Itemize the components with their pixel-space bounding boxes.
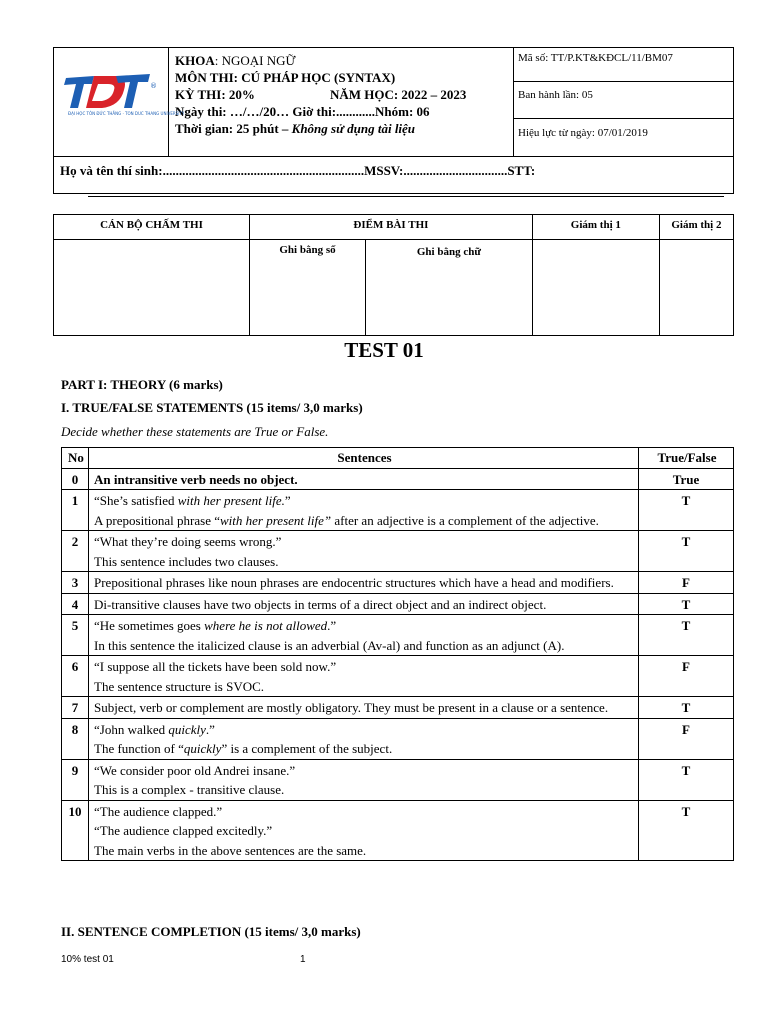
question-sentence <box>89 572 639 594</box>
sentence-line: This is a complex - transitive clause. <box>94 782 285 797</box>
page-number: 1 <box>300 954 306 965</box>
exam-header-table <box>53 47 734 194</box>
instruction-text: Decide whether these statements are True or False. <box>61 424 329 439</box>
sentence-line: “I suppose all the tickets have been sold now.” <box>94 659 337 674</box>
true-false-table <box>61 447 734 861</box>
duration-line: Thời gian: 25 phút – Không sử dụng tài liệu <box>175 121 416 136</box>
sentence-line: The sentence structure is SVOC. <box>94 678 265 694</box>
question-number: 3 <box>62 572 89 594</box>
exam-date-line: Ngày thi: …/…/20… Giờ thi:............Nhóm: 06 <box>175 104 430 119</box>
effective-date: Hiệu lực từ ngày: 07/01/2019 <box>514 119 734 157</box>
university-logo <box>64 68 185 118</box>
question-row <box>62 800 734 861</box>
grader-header: CÁN BỘ CHẤM THI <box>54 215 250 240</box>
subject-line: MÔN THI: CÚ PHÁP HỌC (SYNTAX) <box>175 70 396 85</box>
example-answer: True <box>639 468 734 490</box>
answer-cell[interactable]: F <box>639 572 734 594</box>
student-info-line[interactable]: Họ và tên thí sinh:..............................................................MSSV:................................STT: <box>54 157 734 194</box>
question-row <box>62 656 734 697</box>
question-row <box>62 593 734 615</box>
question-row <box>62 615 734 656</box>
example-sentence: An intransitive verb needs no object. <box>89 468 639 490</box>
sentence-line: This sentence includes two clauses. <box>94 553 279 569</box>
question-row <box>62 718 734 759</box>
question-sentence <box>89 800 639 861</box>
col-sentences-header: Sentences <box>89 448 639 469</box>
answer-cell[interactable]: T <box>639 490 734 531</box>
question-number: 7 <box>62 697 89 719</box>
issue-number: Ban hành lần: 05 <box>514 82 734 119</box>
question-sentence <box>89 759 639 800</box>
section-heading: I. TRUE/FALSE STATEMENTS (15 items/ 3,0 marks) <box>61 400 363 415</box>
exam-line <box>175 86 513 103</box>
footer-label: 10% test 01 <box>61 954 114 965</box>
sentence-line: A prepositional phrase “with her present life” after an adjective is a complement of the adjective. <box>94 512 599 528</box>
sentence-line: “The audience clapped.” <box>94 803 223 819</box>
answer-cell[interactable]: T <box>639 800 734 861</box>
svg-text:ĐẠI HỌC TÔN ĐỨC THẮNG · TON DU: ĐẠI HỌC TÔN ĐỨC THẮNG · TON DUC THANG UNIVERSITY <box>68 111 185 116</box>
section2-heading: II. SENTENCE COMPLETION (15 items/ 3,0 marks) <box>61 924 361 939</box>
faculty-line: KHOA: NGOẠI NGỮ <box>175 53 296 68</box>
sentence-line: The function of “quickly” is a complement of the subject. <box>94 741 393 756</box>
sentence-line: “He sometimes goes where he is not allowed.” <box>94 618 337 633</box>
sentence-line: “What they’re doing seems wrong.” <box>94 534 282 549</box>
grader-signature-box[interactable] <box>54 240 250 336</box>
question-number: 6 <box>62 656 89 697</box>
question-sentence <box>89 697 639 719</box>
logo-cell <box>54 48 185 157</box>
sentence-line: Di-transitive clauses have two objects in terms of a direct object and an indirect object. <box>94 596 547 612</box>
sentence-line: “The audience clapped excitedly.” <box>94 823 273 838</box>
proctor2-signature-box[interactable] <box>659 240 733 336</box>
answer-cell[interactable]: T <box>639 531 734 572</box>
question-sentence <box>89 656 639 697</box>
sentence-line: “John walked quickly.” <box>94 721 215 737</box>
school-year: NĂM HỌC: 2022 – 2023 <box>329 87 467 102</box>
grading-table <box>53 214 734 336</box>
svg-text:®: ® <box>150 82 157 90</box>
question-row <box>62 490 734 531</box>
part-heading: PART I: THEORY (6 marks) <box>61 377 223 392</box>
score-words-box[interactable]: Ghi bằng chữ <box>366 240 533 336</box>
question-number: 5 <box>62 615 89 656</box>
exam-info-cell <box>169 48 514 157</box>
question-number: 4 <box>62 593 89 615</box>
divider <box>88 196 724 197</box>
sentence-line: The main verbs in the above sentences are the same. <box>94 842 367 858</box>
question-sentence <box>89 615 639 656</box>
proctor1-signature-box[interactable] <box>532 240 659 336</box>
sentence-line: “She’s satisfied with her present life.” <box>94 493 291 508</box>
question-sentence <box>89 531 639 572</box>
score-number-box[interactable]: Ghi bằng số <box>250 240 366 336</box>
question-number: 2 <box>62 531 89 572</box>
test-title: TEST 01 <box>344 338 424 362</box>
score-header: ĐIỂM BÀI THI <box>250 215 533 240</box>
sentence-line: Subject, verb or complement are mostly obligatory. They must be present in a clause or a sentence. <box>94 700 609 715</box>
question-row <box>62 759 734 800</box>
question-number: 8 <box>62 718 89 759</box>
materials-note: Không sử dụng tài liệu <box>291 121 416 136</box>
sentence-line: “We consider poor old Andrei insane.” <box>94 762 296 778</box>
question-number: 9 <box>62 759 89 800</box>
sentence-line: In this sentence the italicized clause is an adverbial (Av-al) and function as an adjunct (A). <box>94 637 565 653</box>
proctor2-header: Giám thị 2 <box>659 215 733 240</box>
sentence-line: Prepositional phrases like noun phrases are endocentric structures which have a head and modifiers. <box>94 575 614 590</box>
answer-cell[interactable]: T <box>639 697 734 719</box>
question-sentence <box>89 593 639 615</box>
proctor1-header: Giám thị 1 <box>532 215 659 240</box>
col-answer-header: True/False <box>639 448 734 469</box>
question-row <box>62 572 734 594</box>
question-number: 1 <box>62 490 89 531</box>
question-row <box>62 697 734 719</box>
tdt-logo-icon <box>64 68 185 118</box>
answer-cell[interactable]: T <box>639 593 734 615</box>
answer-cell[interactable]: F <box>639 718 734 759</box>
question-sentence <box>89 490 639 531</box>
question-number: 10 <box>62 800 89 861</box>
example-row: 0 An intransitive verb needs no object. True <box>62 468 734 490</box>
exam-value: KỲ THI: 20% <box>175 87 255 102</box>
col-no-header: No <box>62 448 89 469</box>
answer-cell[interactable]: F <box>639 656 734 697</box>
answer-cell[interactable]: T <box>639 759 734 800</box>
answer-cell[interactable]: T <box>639 615 734 656</box>
question-row <box>62 531 734 572</box>
form-code: Mã số: TT/P.KT&KĐCL/11/BM07 <box>514 48 734 82</box>
question-sentence <box>89 718 639 759</box>
